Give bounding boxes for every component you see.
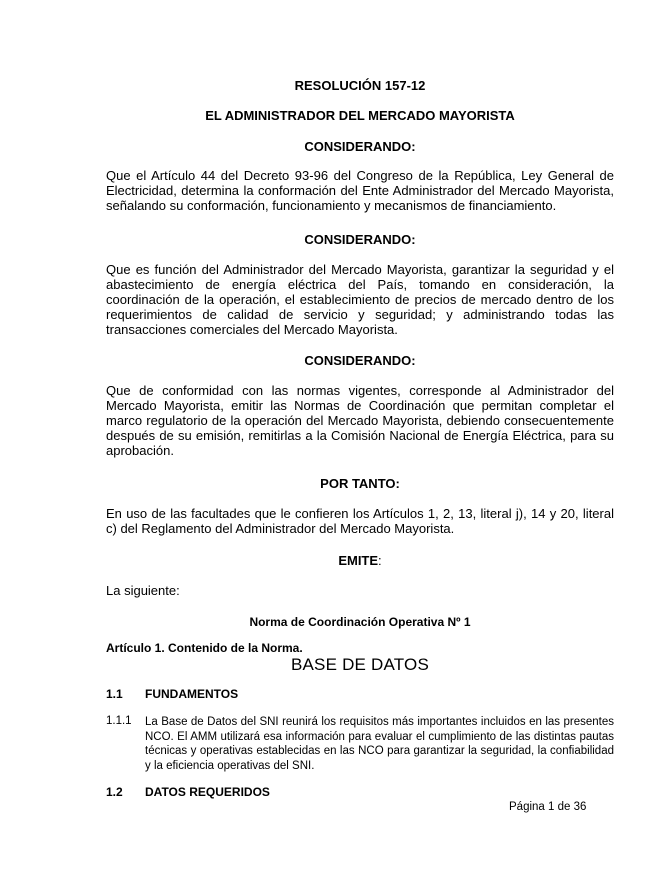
articulo-1-heading: Artículo 1. Contenido de la Norma. [106, 641, 303, 655]
considerando-heading-3: CONSIDERANDO: [304, 353, 416, 368]
norma-title: Norma de Coordinación Operativa Nº 1 [249, 615, 471, 629]
issuer-heading: EL ADMINISTRADOR DEL MERCADO MAYORISTA [205, 108, 515, 123]
emite-heading [106, 553, 614, 568]
section-1-2-title: DATOS REQUERIDOS [145, 785, 270, 799]
la-siguiente-text: La siguiente: [106, 583, 180, 598]
emite-word: EMITE [338, 553, 379, 568]
item-1-1-1-number: 1.1.1 [106, 715, 132, 727]
por-tanto-heading: POR TANTO: [320, 476, 400, 491]
resolution-title: RESOLUCIÓN 157-12 [294, 78, 426, 93]
section-1-1-number: 1.1 [106, 687, 123, 701]
section-1-2-number: 1.2 [106, 785, 123, 799]
considerando-heading-2: CONSIDERANDO: [304, 232, 416, 247]
item-1-1-1-text: La Base de Datos del SNI reunirá los requisitos más importantes incluidos en las presentes NCO. El AMM utilizará esa información para evaluar el cumplimiento de las distintas pautas técnicas y operativas establecidas en las NCO para garantizar la seguridad, la confiabilidad y la eficiencia operativas del SNI. [145, 716, 614, 772]
section-1-1-title: FUNDAMENTOS [145, 687, 239, 701]
por-tanto-paragraph: En uso de las facultades que le confieren los Artículos 1, 2, 13, literal j), 14 y 20, literal c) del Reglamento del Administrador del Mercado Mayorista. [106, 506, 614, 536]
considerando-paragraph-2: Que es función del Administrador del Mercado Mayorista, garantizar la seguridad y el abastecimiento de energía eléctrica del País, tomando en consideración, la coordinación de la operación, el establecimiento de precios de mercado dentro de los requerimientos de calidad de servicio y seguridad; y administrando todas las transacciones comerciales del Mercado Mayorista. [106, 262, 614, 337]
considerando-paragraph-3: Que de conformidad con las normas vigentes, corresponde al Administrador del Mercado Mayorista, emitir las Normas de Coordinación que permitan completar el marco regulatorio de la operación del Mercado Mayorista, debiendo consecuentemente después de su emisión, remitirlas a la Comisión Nacional de Energía Eléctrica, para su aprobación. [106, 383, 614, 458]
considerando-paragraph-1: Que el Artículo 44 del Decreto 93-96 del Congreso de la República, Ley General de Electricidad, determina la conformación del Ente Administrador del Mercado Mayorista, señalando su conformación, funcionamiento y mecanismos de financiamiento. [106, 168, 614, 213]
emite-colon: : [378, 553, 382, 568]
page-number-footer: Página 1 de 36 [509, 801, 587, 813]
base-de-datos-title: BASE DE DATOS [290, 655, 429, 674]
considerando-heading-1: CONSIDERANDO: [304, 139, 416, 154]
